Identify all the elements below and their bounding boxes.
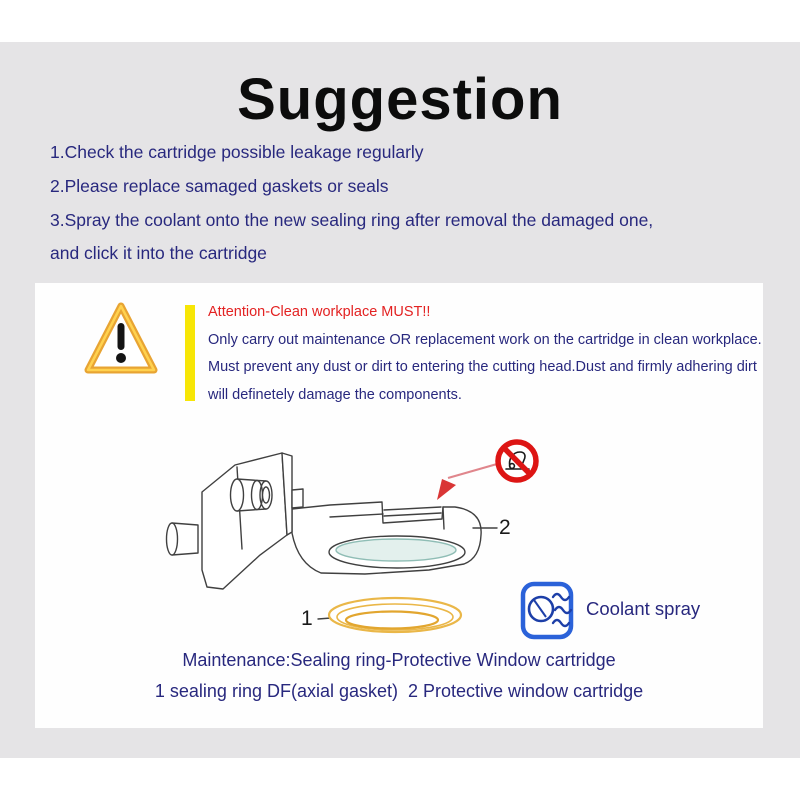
diagram-caption-main: Maintenance:Sealing ring-Protective Window cartridge (182, 650, 616, 670)
attention-heading: Attention-Clean workplace MUST!! (208, 304, 431, 320)
suggestion-line: 1.Check the cartridge possible leakage regularly (50, 142, 424, 162)
diagram-caption-parts: 1 sealing ring DF(axial gasket) 2 Protective window cartridge (154, 681, 644, 701)
attention-line: will definetely damage the components. (208, 386, 462, 403)
part-label-cartridge: 2 (499, 516, 511, 539)
coolant-spray-label: Coolant spray (586, 598, 701, 619)
suggestion-line: 2.Please replace samaged gaskets or seals (50, 176, 389, 196)
attention-line: Only carry out maintenance OR replacement work on the cartridge in clean workplace. (208, 331, 762, 348)
suggestion-line: 3.Spray the coolant onto the new sealing ring after removal the damaged one, (50, 210, 654, 230)
page-title: Suggestion (237, 67, 563, 132)
content-panel (35, 283, 763, 728)
no-touch-icon (498, 442, 536, 480)
sealing-ring-graphic (329, 598, 461, 632)
red-arrow (437, 464, 497, 500)
part-label-sealing-ring: 1 (301, 607, 313, 630)
suggestion-line: and click it into the cartridge (50, 243, 267, 263)
coolant-spray-icon (523, 584, 571, 637)
attention-line: Must prevent any dust or dirt to entering the cutting head.Dust and firmly adhering dirt (208, 359, 757, 375)
